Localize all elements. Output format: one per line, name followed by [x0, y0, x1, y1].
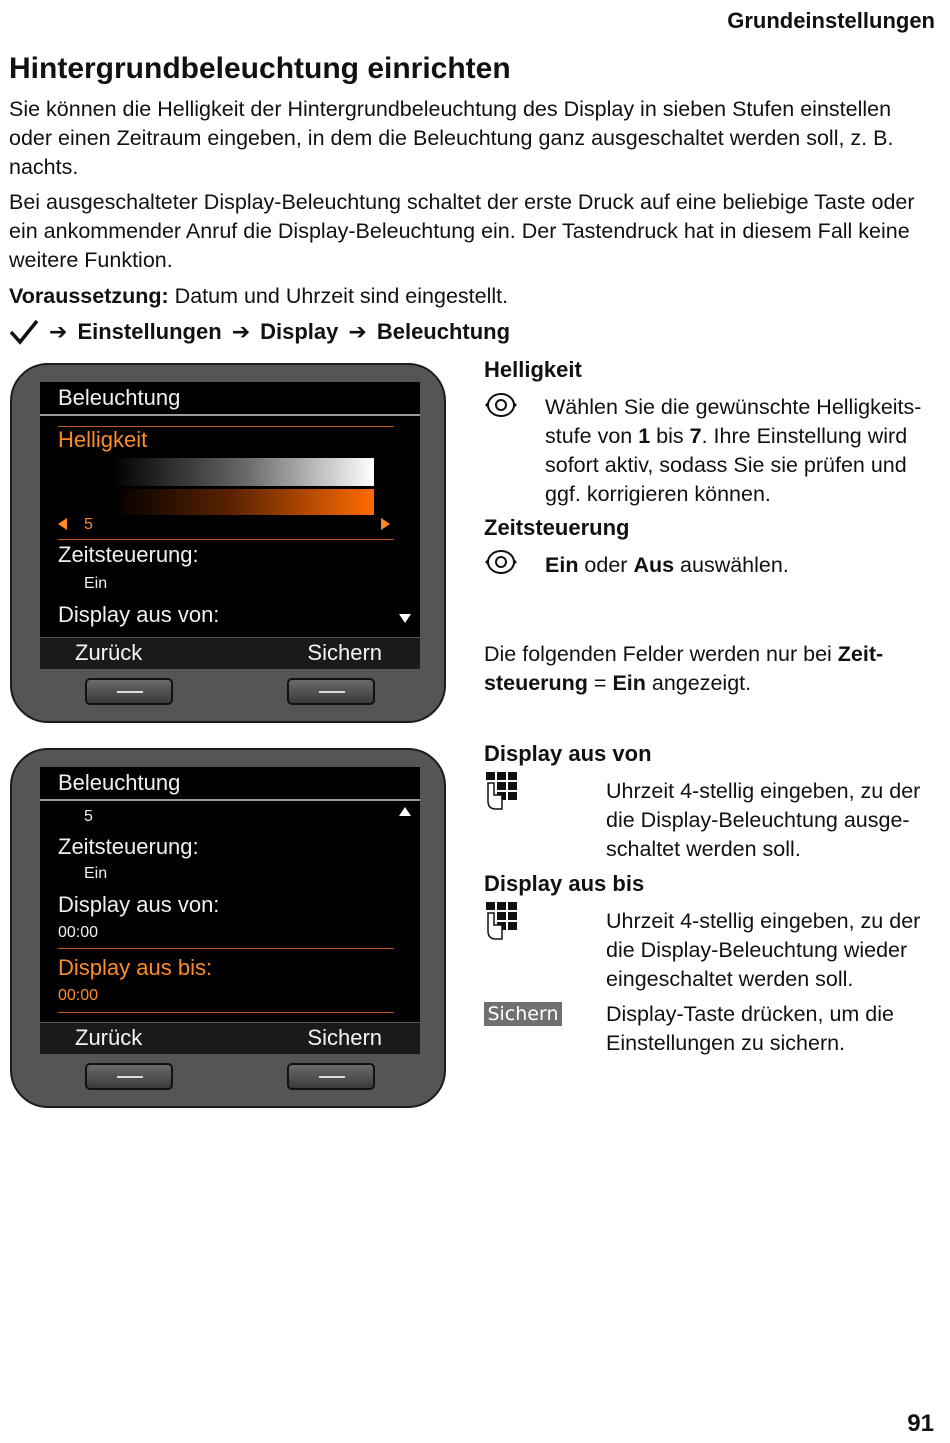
softkey-sichern-badge: Sichern [484, 1002, 562, 1026]
arrow-right-icon: ➔ [49, 319, 68, 344]
arrow-right-icon[interactable] [381, 518, 390, 530]
heading-display-aus-bis: Display aus bis [484, 871, 645, 896]
display-aus-von-text: Uhrzeit 4-stellig eingeben, zu der die Display-Beleuchtung ausgeschaltet werden soll. [606, 779, 921, 861]
section-header: Grundeinstellungen [727, 8, 935, 33]
off-from-label[interactable]: Display aus von: [58, 602, 220, 627]
divider [58, 539, 394, 540]
left-hardware-key[interactable] [85, 678, 173, 705]
menu-path-item: Beleuchtung [376, 319, 511, 344]
page-number: 91 [907, 1410, 934, 1437]
heading-zeitsteuerung: Zeitsteuerung [484, 515, 630, 540]
off-from-label[interactable]: Display aus von: [58, 892, 220, 917]
navigation-key-icon [484, 548, 518, 576]
phone-display-timer [10, 748, 446, 1108]
intro-paragraph-2: Bei ausgeschalteter Display-Beleuchtung schaltet der erste Druck auf eine beliebige Taste oder ein ankommender Anruf die Display-Beleuchtung ein. Der Tastendruck hat in diesem Fall keine weitere Funktion. [9, 190, 915, 272]
keypad-icon [484, 771, 520, 811]
prerequisite [9, 282, 939, 311]
timer-label[interactable]: Zeitsteuerung: [58, 834, 199, 859]
display-aus-bis-text: Uhrzeit 4-stellig eingeben, zu der die Display-Beleuchtung wieder eingeschaltet werden soll. [606, 909, 921, 991]
softkey-save[interactable]: Sichern [307, 640, 382, 665]
right-hardware-key[interactable] [287, 1063, 375, 1090]
timer-label[interactable]: Zeitsteuerung: [58, 542, 199, 567]
helligkeit-text: Wählen Sie die gewünschte Helligkeitsstufe von 1 bis 7. Ihre Einstellung wird sofort aktiv, sodass Sie sie prüfen und ggf. korrigieren können. [545, 395, 922, 506]
zeitsteuerung-text: Ein oder Aus auswählen. [545, 553, 789, 577]
menu-path [9, 318, 510, 346]
keypad-icon [484, 901, 520, 941]
heading-helligkeit: Helligkeit [484, 357, 582, 382]
display-screen [40, 382, 420, 668]
divider [58, 1012, 394, 1013]
menu-path-item: Display [260, 319, 339, 344]
brightness-gradient [112, 458, 374, 486]
softkey-save[interactable]: Sichern [307, 1025, 382, 1050]
arrow-right-icon: ➔ [348, 319, 367, 344]
scroll-down-icon [399, 614, 411, 623]
navigation-key-icon [484, 391, 518, 419]
off-from-value[interactable]: 00:00 [58, 924, 99, 941]
softkey-bar [40, 637, 420, 669]
divider [58, 948, 394, 949]
brightness-value: 5 [84, 516, 93, 533]
scroll-up-icon [399, 807, 411, 816]
page-title: Hintergrundbeleuchtung einrichten [9, 52, 511, 85]
brightness-value: 5 [84, 808, 93, 825]
display-screen [40, 767, 420, 1053]
timer-value: Ein [84, 575, 108, 592]
prerequisite-text: Datum und Uhrzeit sind eingestellt. [174, 284, 509, 308]
prerequisite-label: Voraussetzung: [9, 284, 169, 308]
softkey-back[interactable]: Zurück [75, 1025, 143, 1050]
sichern-text: Display-Taste drücken, um die Einstellungen zu sichern. [606, 1002, 894, 1055]
heading-display-aus-von: Display aus von [484, 741, 652, 766]
intro-paragraph-1: Sie können die Helligkeit der Hintergrundbeleuchtung des Display in sieben Stufen einstellen oder einen Zeitraum eingeben, in dem die Beleuchtung ganz ausgeschaltet werden soll, z. B. nachts. [9, 97, 894, 179]
softkey-bar [40, 1022, 420, 1054]
screen-title: Beleuchtung [58, 770, 181, 795]
fields-note: Die folgenden Felder werden nur bei Zeitsteuerung = Ein angezeigt. [484, 642, 884, 695]
right-hardware-key[interactable] [287, 678, 375, 705]
off-until-label[interactable]: Display aus bis: [58, 955, 213, 980]
divider [40, 799, 420, 801]
menu-path-item: Einstellungen [77, 319, 222, 344]
arrow-left-icon[interactable] [58, 518, 67, 530]
arrow-right-icon: ➔ [231, 319, 251, 344]
screen-title: Beleuchtung [58, 385, 181, 410]
brightness-level-bar [112, 489, 374, 515]
softkey-back[interactable]: Zurück [75, 640, 143, 665]
check-icon [9, 318, 39, 346]
divider [40, 414, 420, 416]
off-until-value[interactable]: 00:00 [58, 987, 99, 1004]
timer-value: Ein [84, 865, 108, 882]
left-hardware-key[interactable] [85, 1063, 173, 1090]
phone-display-brightness [10, 363, 446, 723]
brightness-label[interactable]: Helligkeit [58, 427, 148, 452]
